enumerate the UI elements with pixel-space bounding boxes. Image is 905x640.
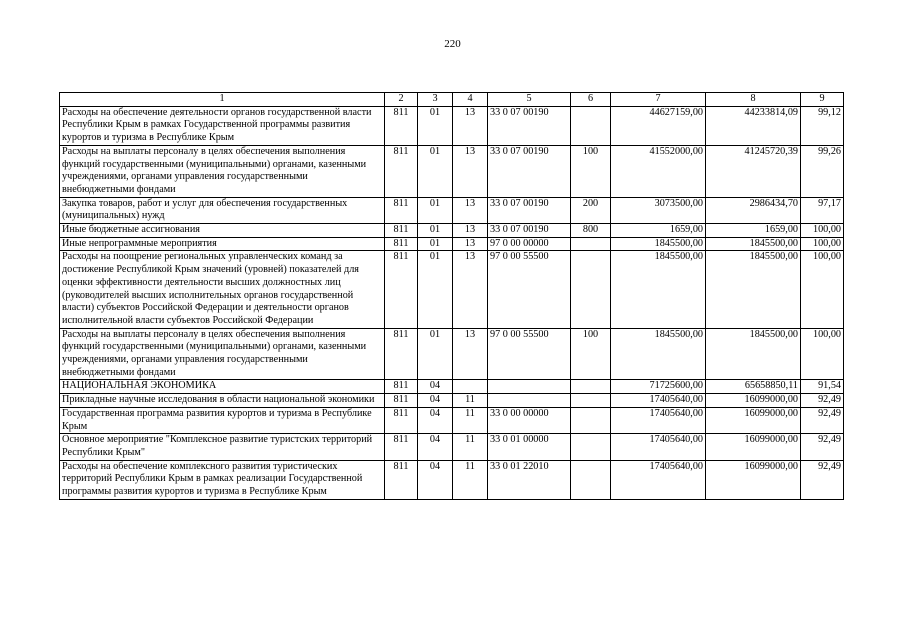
- row-actual-amount: 44233814,09: [706, 106, 801, 145]
- row-plan-amount: 1845500,00: [611, 237, 706, 251]
- row-subsection: 11: [453, 434, 488, 460]
- row-actual-amount: 16099000,00: [706, 407, 801, 433]
- row-target-article: 33 0 07 00190: [488, 197, 571, 223]
- row-name: Государственная программа развития курортов и туризма в Республике Крым: [60, 407, 385, 433]
- row-target-article: 33 0 01 22010: [488, 460, 571, 499]
- table-row: [60, 460, 844, 499]
- row-actual-amount: 1659,00: [706, 224, 801, 238]
- row-section: 04: [418, 394, 453, 408]
- row-plan-amount: 3073500,00: [611, 197, 706, 223]
- row-plan-amount: 71725600,00: [611, 380, 706, 394]
- row-name: Иные бюджетные ассигнования: [60, 224, 385, 238]
- row-percent: 91,54: [801, 380, 844, 394]
- row-admin-code: 811: [385, 237, 418, 251]
- row-target-article: 33 0 07 00190: [488, 106, 571, 145]
- row-name: Закупка товаров, работ и услуг для обеспечения государственных (муниципальных) нужд: [60, 197, 385, 223]
- row-percent: 100,00: [801, 224, 844, 238]
- row-section: 01: [418, 197, 453, 223]
- row-actual-amount: 1845500,00: [706, 237, 801, 251]
- row-percent: 92,49: [801, 394, 844, 408]
- column-header: 8: [706, 93, 801, 107]
- row-expense-type: [571, 380, 611, 394]
- row-actual-amount: 16099000,00: [706, 434, 801, 460]
- row-subsection: 13: [453, 197, 488, 223]
- row-section: 04: [418, 460, 453, 499]
- row-plan-amount: 1845500,00: [611, 328, 706, 380]
- row-name: Расходы на выплаты персоналу в целях обеспечения выполнения функций государственными (муниципальными) органами, казенными учреждениями, органами управления государственными внебюджетными фондами: [60, 328, 385, 380]
- row-percent: 97,17: [801, 197, 844, 223]
- row-target-article: 33 0 07 00190: [488, 224, 571, 238]
- table-row: [60, 237, 844, 251]
- row-section: 01: [418, 251, 453, 328]
- row-section: 01: [418, 237, 453, 251]
- row-actual-amount: 16099000,00: [706, 394, 801, 408]
- row-section: 01: [418, 328, 453, 380]
- row-percent: 92,49: [801, 407, 844, 433]
- row-plan-amount: 1659,00: [611, 224, 706, 238]
- row-subsection: 11: [453, 407, 488, 433]
- row-subsection: 13: [453, 237, 488, 251]
- table-row: [60, 328, 844, 380]
- table-row: [60, 197, 844, 223]
- row-target-article: 33 0 01 00000: [488, 434, 571, 460]
- row-target-article: 97 0 00 55500: [488, 328, 571, 380]
- row-expense-type: [571, 434, 611, 460]
- row-name: Расходы на обеспечение комплексного развития туристических территорий Республики Крым в рамках реализации Государственной программы развития курортов и туризма в Республике Крым: [60, 460, 385, 499]
- row-section: 01: [418, 106, 453, 145]
- row-admin-code: 811: [385, 380, 418, 394]
- row-actual-amount: 65658850,11: [706, 380, 801, 394]
- row-expense-type: 100: [571, 145, 611, 197]
- row-plan-amount: 17405640,00: [611, 434, 706, 460]
- column-header: 7: [611, 93, 706, 107]
- row-expense-type: [571, 251, 611, 328]
- row-admin-code: 811: [385, 224, 418, 238]
- row-admin-code: 811: [385, 394, 418, 408]
- table-row: [60, 224, 844, 238]
- column-header: 1: [60, 93, 385, 107]
- column-header: 6: [571, 93, 611, 107]
- row-name: Прикладные научные исследования в области национальной экономики: [60, 394, 385, 408]
- row-subsection: 13: [453, 328, 488, 380]
- row-expense-type: [571, 237, 611, 251]
- row-target-article: 33 0 00 00000: [488, 407, 571, 433]
- table-row: [60, 380, 844, 394]
- header-row: [60, 93, 844, 107]
- row-expense-type: [571, 106, 611, 145]
- row-plan-amount: 44627159,00: [611, 106, 706, 145]
- row-actual-amount: 1845500,00: [706, 328, 801, 380]
- row-percent: 100,00: [801, 251, 844, 328]
- row-subsection: 13: [453, 106, 488, 145]
- table-row: [60, 394, 844, 408]
- row-name: НАЦИОНАЛЬНАЯ ЭКОНОМИКА: [60, 380, 385, 394]
- row-percent: 99,26: [801, 145, 844, 197]
- row-subsection: [453, 380, 488, 394]
- row-admin-code: 811: [385, 434, 418, 460]
- row-name: Расходы на обеспечение деятельности органов государственной власти Республики Крым в рамках Государственной программы развития курортов и туризма в Республике Крым: [60, 106, 385, 145]
- row-section: 04: [418, 407, 453, 433]
- row-admin-code: 811: [385, 197, 418, 223]
- row-actual-amount: 16099000,00: [706, 460, 801, 499]
- row-target-article: 97 0 00 55500: [488, 251, 571, 328]
- row-percent: 100,00: [801, 237, 844, 251]
- column-header: 5: [488, 93, 571, 107]
- column-header: 4: [453, 93, 488, 107]
- column-header: 3: [418, 93, 453, 107]
- row-subsection: 11: [453, 394, 488, 408]
- row-subsection: 13: [453, 224, 488, 238]
- row-target-article: [488, 380, 571, 394]
- row-name: Расходы на выплаты персоналу в целях обеспечения выполнения функций государственными (муниципальными) органами, казенными учреждениями, органами управления государственными внебюджетными фондами: [60, 145, 385, 197]
- table-row: [60, 106, 844, 145]
- table-row: [60, 251, 844, 328]
- page-number: 220: [444, 38, 461, 50]
- row-name: Основное мероприятие "Комплексное развитие туристских территорий Республики Крым": [60, 434, 385, 460]
- row-target-article: [488, 394, 571, 408]
- row-plan-amount: 1845500,00: [611, 251, 706, 328]
- row-target-article: 97 0 00 00000: [488, 237, 571, 251]
- row-admin-code: 811: [385, 251, 418, 328]
- row-expense-type: [571, 460, 611, 499]
- row-name: Иные непрограммные мероприятия: [60, 237, 385, 251]
- row-admin-code: 811: [385, 407, 418, 433]
- row-subsection: 11: [453, 460, 488, 499]
- row-subsection: 13: [453, 251, 488, 328]
- row-actual-amount: 1845500,00: [706, 251, 801, 328]
- row-expense-type: 800: [571, 224, 611, 238]
- row-actual-amount: 41245720,39: [706, 145, 801, 197]
- budget-table: [59, 92, 844, 500]
- row-admin-code: 811: [385, 460, 418, 499]
- row-actual-amount: 2986434,70: [706, 197, 801, 223]
- row-section: 01: [418, 224, 453, 238]
- row-section: 04: [418, 380, 453, 394]
- row-percent: 92,49: [801, 460, 844, 499]
- row-admin-code: 811: [385, 145, 418, 197]
- table-row: [60, 145, 844, 197]
- row-section: 01: [418, 145, 453, 197]
- row-plan-amount: 17405640,00: [611, 394, 706, 408]
- row-expense-type: [571, 407, 611, 433]
- row-expense-type: [571, 394, 611, 408]
- table-row: [60, 407, 844, 433]
- row-percent: 99,12: [801, 106, 844, 145]
- row-section: 04: [418, 434, 453, 460]
- row-plan-amount: 17405640,00: [611, 407, 706, 433]
- row-plan-amount: 41552000,00: [611, 145, 706, 197]
- table-row: [60, 434, 844, 460]
- row-plan-amount: 17405640,00: [611, 460, 706, 499]
- row-expense-type: 100: [571, 328, 611, 380]
- row-percent: 100,00: [801, 328, 844, 380]
- row-admin-code: 811: [385, 106, 418, 145]
- row-expense-type: 200: [571, 197, 611, 223]
- row-target-article: 33 0 07 00190: [488, 145, 571, 197]
- row-name: Расходы на поощрение региональных управленческих команд за достижение Республикой Крым значений (уровней) показателей для оценки эффективности деятельности высших должностных лиц (руководителей высших исполнительных органов государственной власти) субъектов Российской Федерации и деятельности органов исполнительной власти субъектов Российской Федерации: [60, 251, 385, 328]
- column-header: 9: [801, 93, 844, 107]
- column-header: 2: [385, 93, 418, 107]
- row-subsection: 13: [453, 145, 488, 197]
- row-percent: 92,49: [801, 434, 844, 460]
- row-admin-code: 811: [385, 328, 418, 380]
